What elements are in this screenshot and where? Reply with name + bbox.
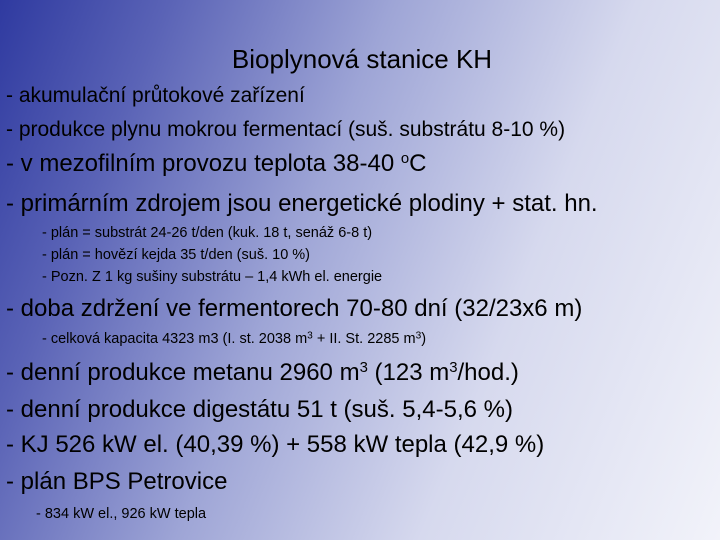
degree-superscript: o [400,150,410,167]
text-part: C [409,150,427,177]
bullet-line-methane [6,359,519,387]
bullet-line-gas-production: - produkce plynu mokrou fermentací (suš. substrátu 8-10 %) [6,118,566,141]
bullet-line-accumulation: - akumulační průtokové zařízení [6,84,305,107]
bullet-line-plan-petrovice: - plán BPS Petrovice [6,468,228,495]
bullet-line-energy-crops: - primárním zdrojem jsou energetické plodiny + stat. hn. [6,190,598,217]
slide-title: Bioplynová stanice KH [231,44,493,74]
sub-line-note: - Pozn. Z 1 kg sušiny substrátu – 1,4 kWh el. energie [42,269,383,285]
sub-line-slurry-plan: - plán = hovězí kejda 35 t/den (suš. 10 %) [42,247,311,263]
bullet-line-temperature [6,150,426,178]
superscript-3: 3 [415,330,422,342]
text-part: - celková kapacita 4323 m3 (I. st. 2038 m [42,331,308,347]
bullet-line-retention: - doba zdržení ve fermentorech 70-80 dní (32/23x6 m) [6,295,583,322]
text-part: + II. St. 2285 m [312,331,416,347]
text-part: - v mezofilním provozu teplota 38-40 [6,150,401,177]
text-part: - denní produkce metanu 2960 m [6,359,360,386]
text-part: (123 m [367,359,450,386]
bullet-line-chp: - KJ 526 kW el. (40,39 %) + 558 kW tepla (42,9 %) [6,431,545,458]
text-part: /hod.) [457,359,519,386]
superscript-3: 3 [359,359,368,376]
bullet-line-digestate: - denní produkce digestátu 51 t (suš. 5,4-5,6 %) [6,396,513,423]
sub-line-petrovice-output: - 834 kW el., 926 kW tepla [36,506,207,522]
superscript-3: 3 [307,330,313,342]
sub-line-substrate-plan: - plán = substrát 24-26 t/den (kuk. 18 t, senáž 6-8 t) [42,225,373,241]
text-part: ) [421,331,427,347]
superscript-3: 3 [449,359,458,376]
sub-line-capacity [42,330,426,348]
